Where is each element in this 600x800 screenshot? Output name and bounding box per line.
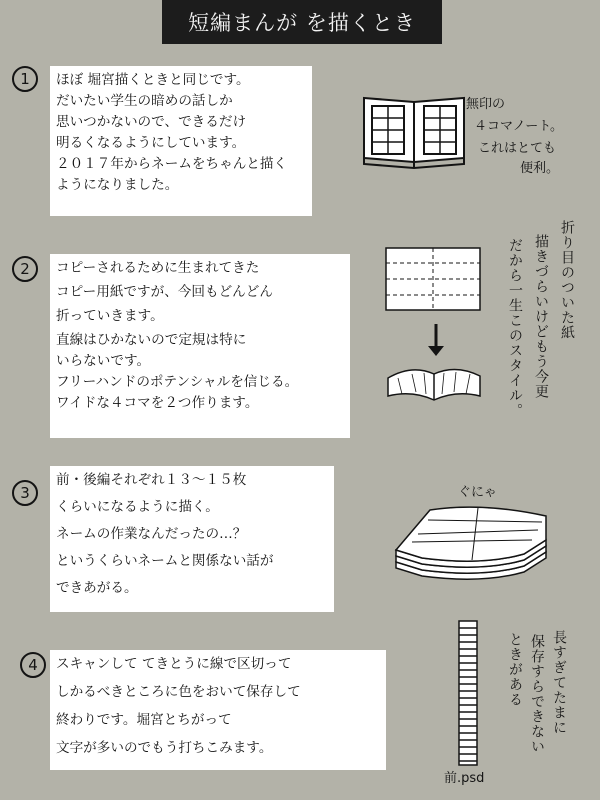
step-2-text: コピーされるために生まれてきた コピー用紙ですが、今回もどんどん 折っていきます。 直線はひかないので定規は特に いらないです。 フリーハンドのポテンシャルを信じる。 ワイドな４コマを２つ作ります。: [50, 254, 350, 438]
notebook-caption-2: ４コマノート。: [474, 119, 564, 134]
file-caption-col-2: 保存すらできない: [529, 634, 545, 754]
step-number-3: 3: [12, 480, 38, 506]
long-file-strip-illustration: [458, 620, 478, 766]
page-title: 短編まんが を描くとき: [162, 0, 442, 44]
folded-paper-illustration: [382, 244, 482, 404]
file-caption-col-1: 長すぎてたまに: [551, 630, 567, 735]
notebook-caption-1: 無印の: [466, 97, 506, 112]
paper-caption-col-2: 描きづらいけどもう今更: [533, 234, 549, 399]
four-koma-notebook-illustration: [360, 92, 470, 172]
notebook-caption-4: 便利。: [520, 161, 560, 176]
warped-paper-stack-illustration: [392, 500, 552, 580]
step-4-text: スキャンして てきとうに線で区切って しかるべきところに色をおいて保存して 終わりです。堀宮とちがって 文字が多いのでもう打ちこみます。: [50, 650, 386, 770]
notebook-caption-3: これはとても: [478, 141, 557, 156]
file-caption-col-3: ときがある: [507, 632, 523, 707]
paper-caption-col-3: だから一生このスタイル。: [507, 238, 523, 418]
step-number-1: 1: [12, 66, 38, 92]
step-1-text: ほぼ 堀宮描くときと同じです。 だいたい学生の暗めの話しか 思いつかないので、できるだけ 明るくなるようにしています。 ２０１７年からネームをちゃんと描く ようになりました。: [50, 66, 312, 216]
file-label: 前.psd: [444, 771, 485, 786]
warped-stack-caption: ぐにゃ: [458, 485, 497, 500]
step-number-2: 2: [12, 256, 38, 282]
step-number-4: 4: [20, 652, 46, 678]
step-3-text: 前・後編それぞれ１３～１５枚 くらいになるように描く。 ネームの作業なんだったの…？ というくらいネームと関係ない話が できあがる。: [50, 466, 334, 612]
paper-caption-col-1: 折り目のついた紙: [559, 220, 575, 340]
